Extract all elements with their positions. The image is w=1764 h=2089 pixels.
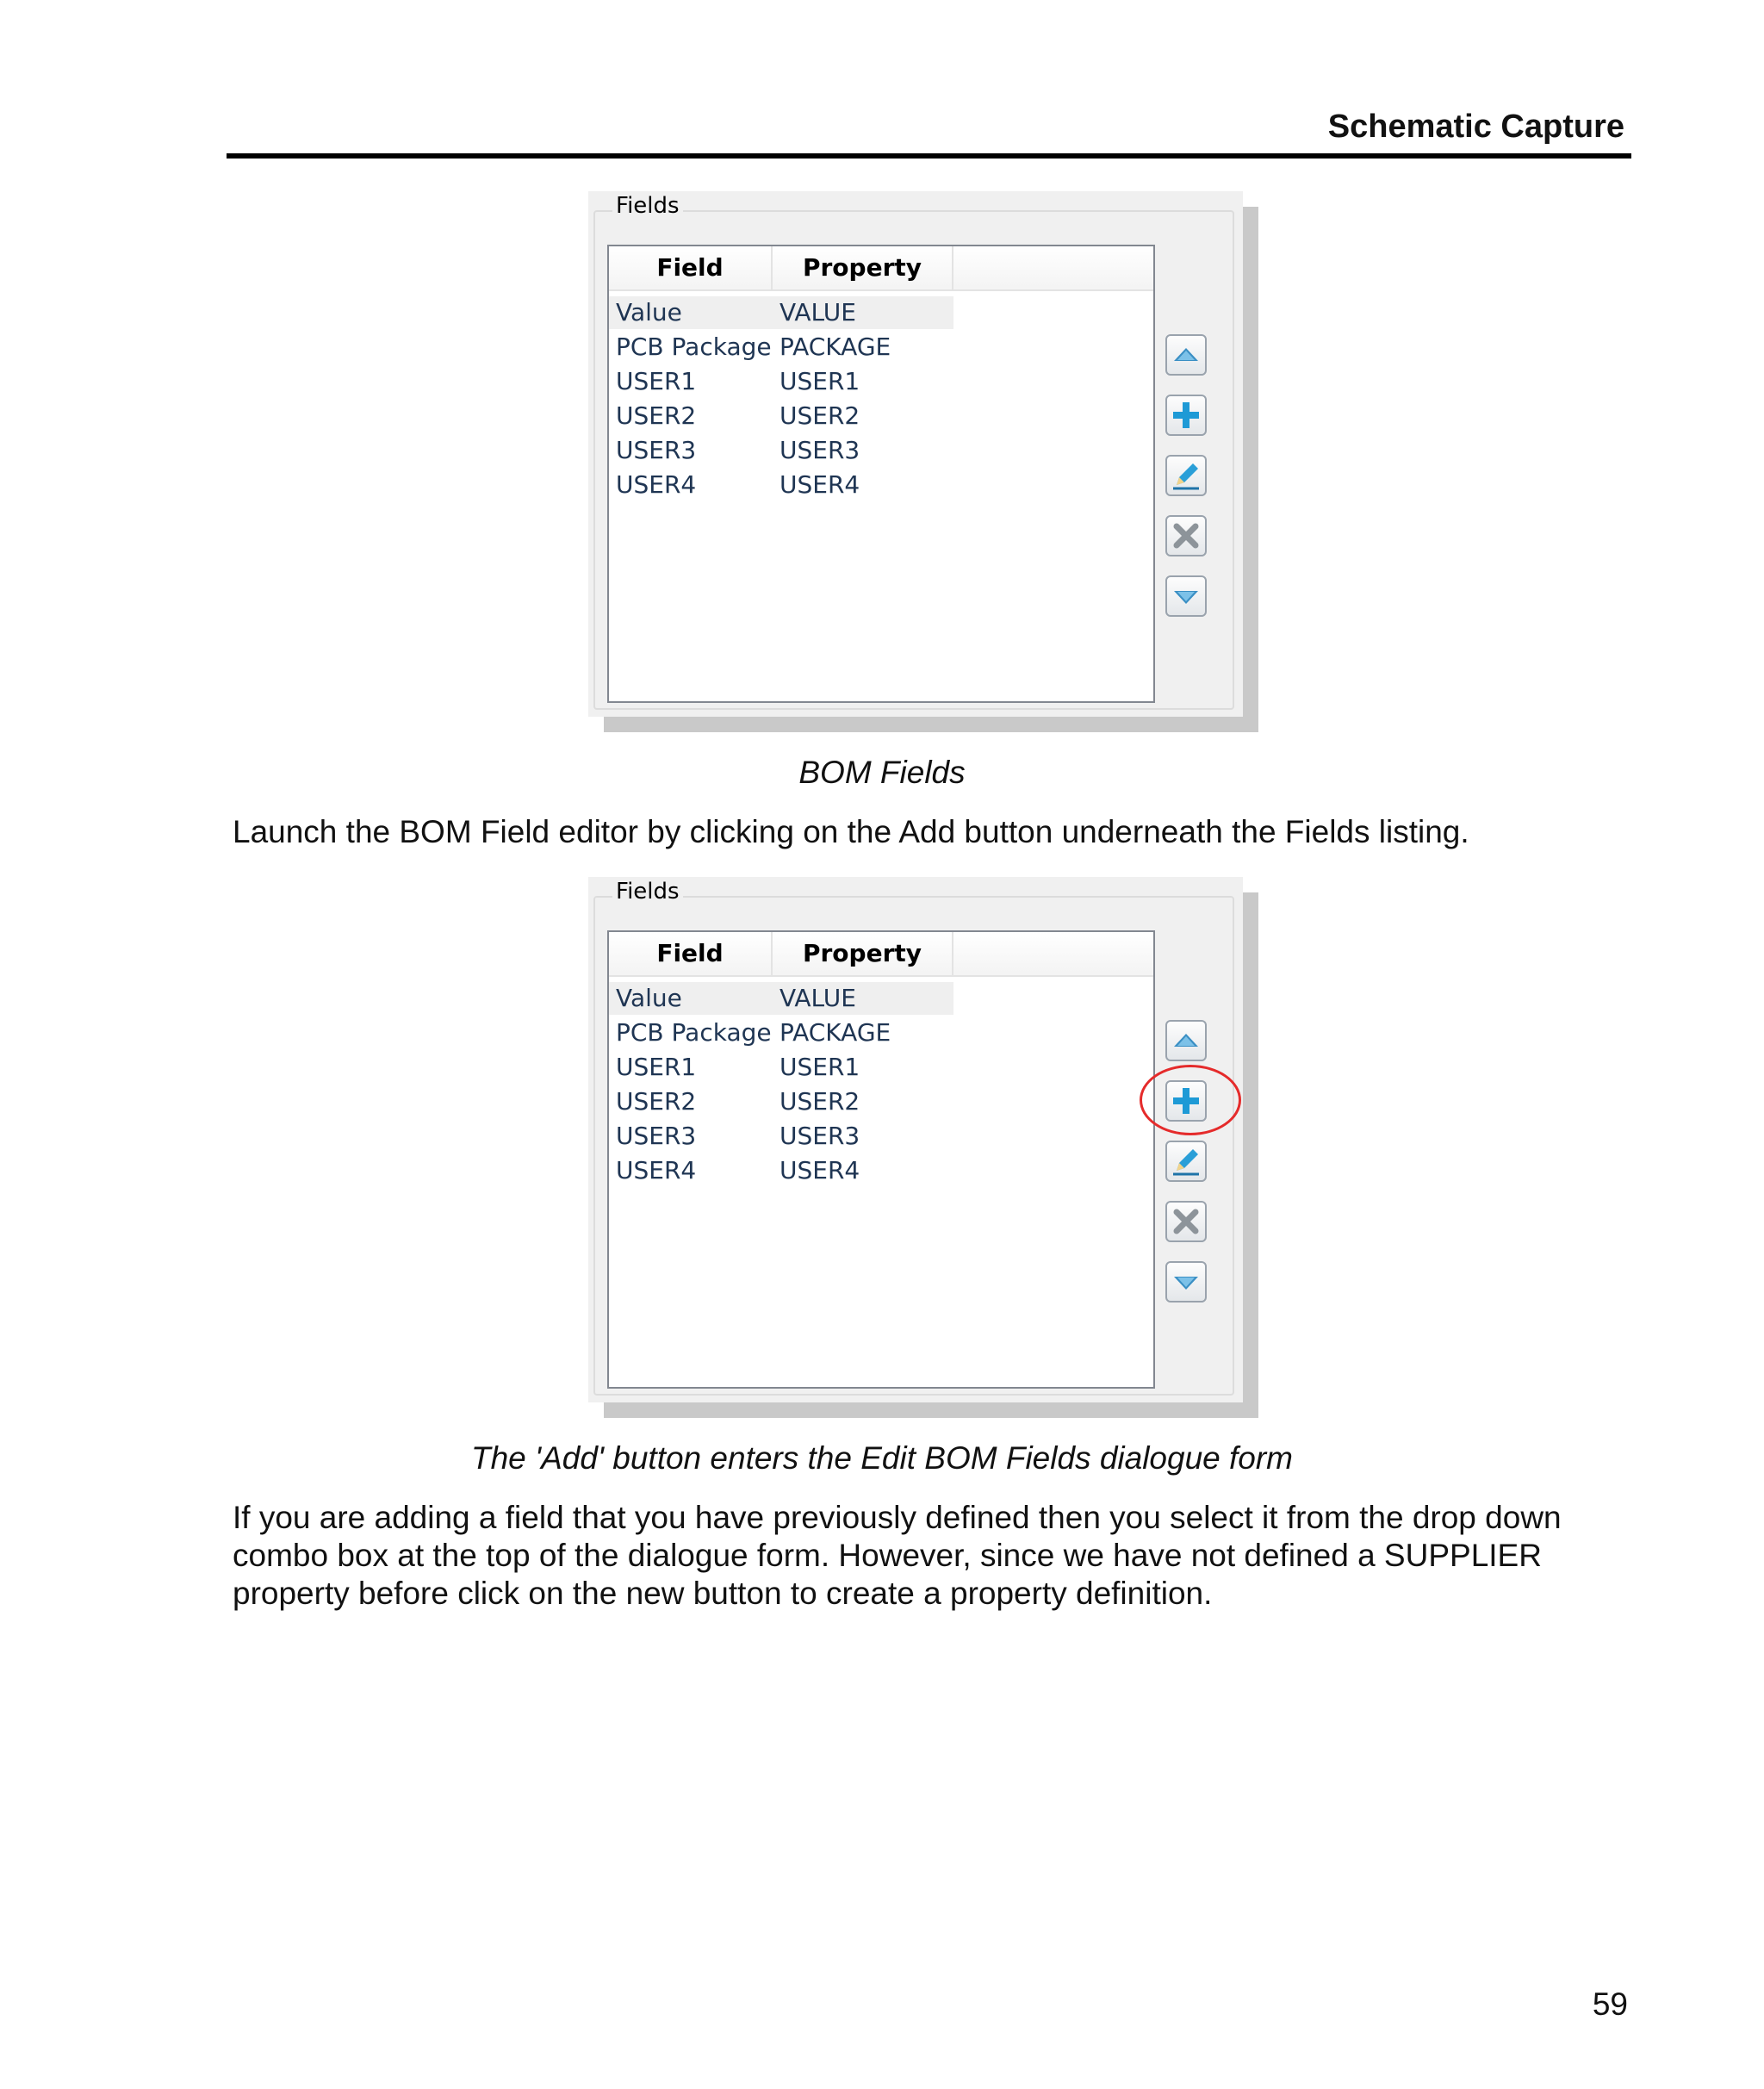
list-row[interactable] xyxy=(609,469,953,501)
add-icon xyxy=(1169,398,1203,432)
figure-caption-1: BOM Fields xyxy=(798,755,966,790)
row-property: VALUE xyxy=(780,984,856,1012)
row-field: USER3 xyxy=(616,436,697,464)
delete-icon xyxy=(1169,1204,1203,1239)
list-row[interactable] xyxy=(609,1120,953,1153)
edit-icon xyxy=(1169,1144,1203,1178)
page-number: 59 xyxy=(1592,1986,1628,2022)
row-field: USER4 xyxy=(616,470,697,499)
row-field: USER1 xyxy=(616,1053,697,1081)
row-property: USER3 xyxy=(780,1122,860,1150)
edit-icon xyxy=(1169,458,1203,493)
row-property: USER3 xyxy=(780,436,860,464)
row-property: PACKAGE xyxy=(780,333,891,361)
column-header-filler xyxy=(953,246,1153,291)
row-property: USER2 xyxy=(780,1087,860,1116)
column-header-field[interactable]: Field xyxy=(609,246,773,291)
row-field: USER1 xyxy=(616,367,697,395)
column-header-property[interactable]: Property xyxy=(773,932,953,977)
list-row[interactable] xyxy=(609,434,953,467)
add-button[interactable] xyxy=(1165,395,1207,436)
column-header-property[interactable]: Property xyxy=(773,246,953,291)
list-header xyxy=(609,246,1153,291)
delete-button[interactable] xyxy=(1165,1201,1207,1242)
column-header-field[interactable]: Field xyxy=(609,932,773,977)
row-property: VALUE xyxy=(780,298,856,326)
edit-button[interactable] xyxy=(1165,455,1207,496)
row-field: USER2 xyxy=(616,401,697,430)
row-field: USER3 xyxy=(616,1122,697,1150)
add-button-highlight-circle xyxy=(1140,1065,1241,1135)
page-header xyxy=(227,105,1631,159)
row-field: USER2 xyxy=(616,1087,697,1116)
paragraph-2 xyxy=(233,1499,1628,1613)
delete-icon xyxy=(1169,519,1203,553)
figure-caption-2: The 'Add' button enters the Edit BOM Fields dialogue form xyxy=(470,1440,1293,1476)
move-down-icon xyxy=(1169,1265,1203,1299)
list-row[interactable] xyxy=(609,1085,953,1118)
paragraph-1-text: Launch the BOM Field editor by clicking on the Add button underneath the Fields listing. xyxy=(233,814,1469,849)
list-row[interactable] xyxy=(609,1017,953,1049)
fields-group-label: Fields xyxy=(612,879,683,905)
list-header xyxy=(609,932,1153,977)
fields-panel-1 xyxy=(588,191,1243,717)
list-row[interactable] xyxy=(609,1051,953,1084)
list-row[interactable] xyxy=(609,331,953,364)
list-row[interactable] xyxy=(609,400,953,432)
row-field: Value xyxy=(616,298,682,326)
list-row[interactable] xyxy=(609,982,953,1015)
fields-panel-2 xyxy=(588,877,1243,1402)
row-field: PCB Package xyxy=(616,1018,772,1047)
column-header-filler xyxy=(953,932,1153,977)
move-down-icon xyxy=(1169,579,1203,613)
move-up-button[interactable] xyxy=(1165,1020,1207,1061)
list-row[interactable] xyxy=(609,296,953,329)
move-up-button[interactable] xyxy=(1165,334,1207,376)
edit-button[interactable] xyxy=(1165,1141,1207,1182)
row-property: PACKAGE xyxy=(780,1018,891,1047)
header-title: Schematic Capture xyxy=(1327,109,1624,145)
list-row[interactable] xyxy=(609,1154,953,1187)
row-property: USER1 xyxy=(780,367,860,395)
fields-listview[interactable] xyxy=(607,930,1155,1389)
fields-listview[interactable] xyxy=(607,245,1155,703)
row-property: USER4 xyxy=(780,470,860,499)
row-property: USER4 xyxy=(780,1156,860,1184)
paragraph-2-line: combo box at the top of the dialogue form. However, since we have not defined a SUPPLIER xyxy=(233,1538,1542,1573)
paragraph-2-line: property before click on the new button to create a property definition. xyxy=(233,1576,1213,1611)
row-property: USER1 xyxy=(780,1053,860,1081)
move-up-icon xyxy=(1169,338,1203,372)
row-field: USER4 xyxy=(616,1156,697,1184)
move-up-icon xyxy=(1169,1023,1203,1058)
move-down-button[interactable] xyxy=(1165,575,1207,617)
list-row[interactable] xyxy=(609,365,953,398)
paragraph-1 xyxy=(233,813,1628,851)
fields-group-label: Fields xyxy=(612,193,683,219)
row-field: PCB Package xyxy=(616,333,772,361)
move-down-button[interactable] xyxy=(1165,1261,1207,1303)
delete-button[interactable] xyxy=(1165,515,1207,556)
row-property: USER2 xyxy=(780,401,860,430)
paragraph-2-line: If you are adding a field that you have previously defined then you select it from the drop down xyxy=(233,1500,1562,1535)
row-field: Value xyxy=(616,984,682,1012)
